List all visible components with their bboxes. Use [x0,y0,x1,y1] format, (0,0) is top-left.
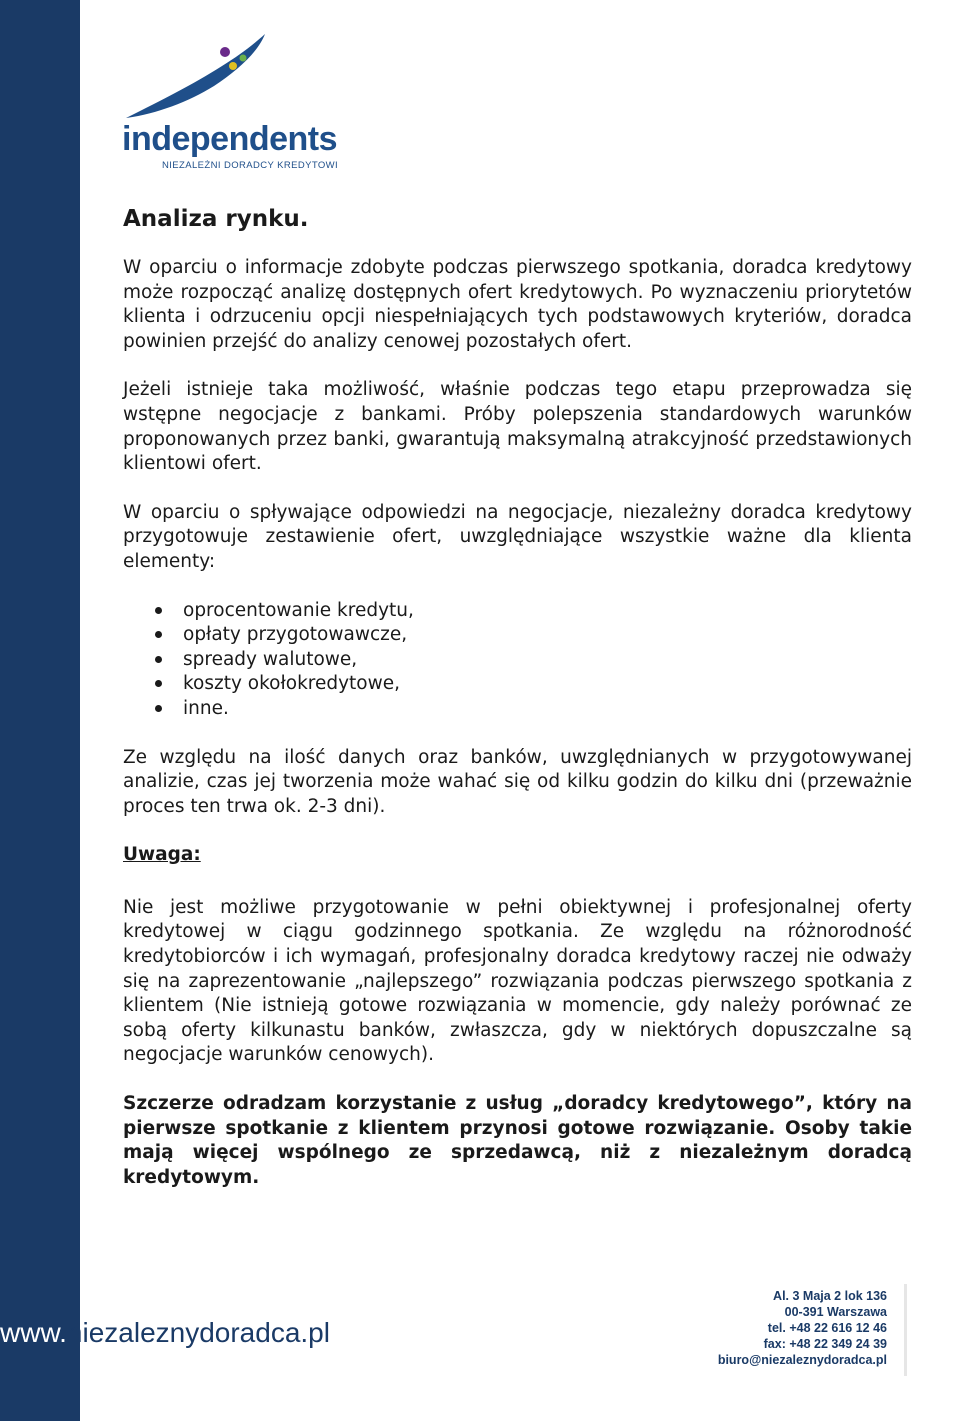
bullet-icon [155,631,162,638]
bullet-icon [155,656,162,663]
list-item [123,648,912,673]
address-fax: fax: +48 22 349 24 39 [763,1337,887,1351]
list-item-label: spready walutowe, [183,648,358,670]
footer-divider [904,1284,907,1376]
logo-tagline: NIEZALEŻNI DORADCY KREDYTOWI [162,160,339,171]
list-item-label: oprocentowanie kredytu, [183,599,414,621]
list-item [123,599,912,624]
left-sidebar-band [0,0,80,1421]
paragraph-3: W oparciu o spływające odpowiedzi na negocjacje, niezależny doradca kredytowy przygotowuje zestawienie ofert, uwzględniające wszystkie ważne dla klienta elementy: [123,501,912,572]
note-heading: Uwaga: [123,844,201,866]
address-street: Al. 3 Maja 2 lok 136 [773,1289,887,1303]
address-email-link[interactable]: biuro@niezaleznydoradca.pl [717,1353,887,1367]
company-logo [122,30,339,175]
document-body [123,204,912,1214]
bold-warning-paragraph: Szczerze odradzam korzystanie z usług „doradcy kredytowego”, który na pierwsze spotkanie z klientem przynosi gotowe rozwiązanie. Osoby takie mają więcej wspólnego ze sprzedawcą, niż z niezależnym doradcą kredytowym. [123,1093,912,1188]
list-item-label: koszty okołokredytowe, [183,673,401,695]
footer-url-prefix: www. [0,1317,67,1348]
footer-website-link[interactable] [0,1319,330,1347]
list-item-label: inne. [183,697,229,719]
page-title: Analiza rynku. [123,206,309,232]
bullet-icon [155,705,162,712]
address-phone: tel. +48 22 616 12 46 [767,1321,887,1335]
list-item-label: opłaty przygotowawcze, [183,624,408,646]
logo-swoosh-icon [122,30,322,125]
address-city: 00-391 Warszawa [784,1305,887,1319]
bullet-icon [155,607,162,614]
list-item [123,697,912,722]
bullet-icon [155,680,162,687]
paragraph-time: Ze względu na ilość danych oraz banków, uwzględnianych w przygotowywanej analizie, czas jej tworzenia może wahać się od kilku godzin do kilku dni (przeważnie proces ten trwa ok. 2-3 dni). [123,746,912,817]
footer-address [718,1288,887,1368]
list-item [123,672,912,697]
elements-list [123,599,912,722]
logo-wordmark: independents [122,120,338,158]
paragraph-1: W oparciu o informacje zdobyte podczas pierwszego spotkania, doradca kredytowy może rozpocząć analizę dostępnych ofert kredytowych. Po wyznaczeniu priorytetów klienta i odrzuceniu opcji niespełniających tych podstawowych kryteriów, doradca powinien przejść do analizy cenowej pozostałych ofert. [123,257,912,352]
list-item [123,623,912,648]
footer-url-domain: niezaleznydoradca.pl [66,1317,330,1348]
paragraph-2: Jeżeli istnieje taka możliwość, właśnie podczas tego etapu przeprowadza się wstępne negocjacje z bankami. Próby polepszenia standardowych warunków proponowanych przez banki, gwarantują maksymalną atrakcyjność przedstawionych klientowi ofert. [123,379,912,475]
note-paragraph: Nie jest możliwe przygotowanie w pełni obiektywnej i profesjonalnej oferty kredytowej w ciągu godzinnego spotkania. Ze względu na różnorodność kredytobiorców i ich wymagań, profesjonalny doradca kredytowy raczej nie odważy się na zaprezentowanie „najlepszego” rozwiązania podczas pierwszego spotkania z klientem (Nie istnieją gotowe rozwiązania w momencie, gdy należy porównać ze sobą oferty kilkunastu banków, zwłaszcza, gdy w niektórych dopuszczalne są negocjacje warunków cenowych). [123,896,912,1066]
